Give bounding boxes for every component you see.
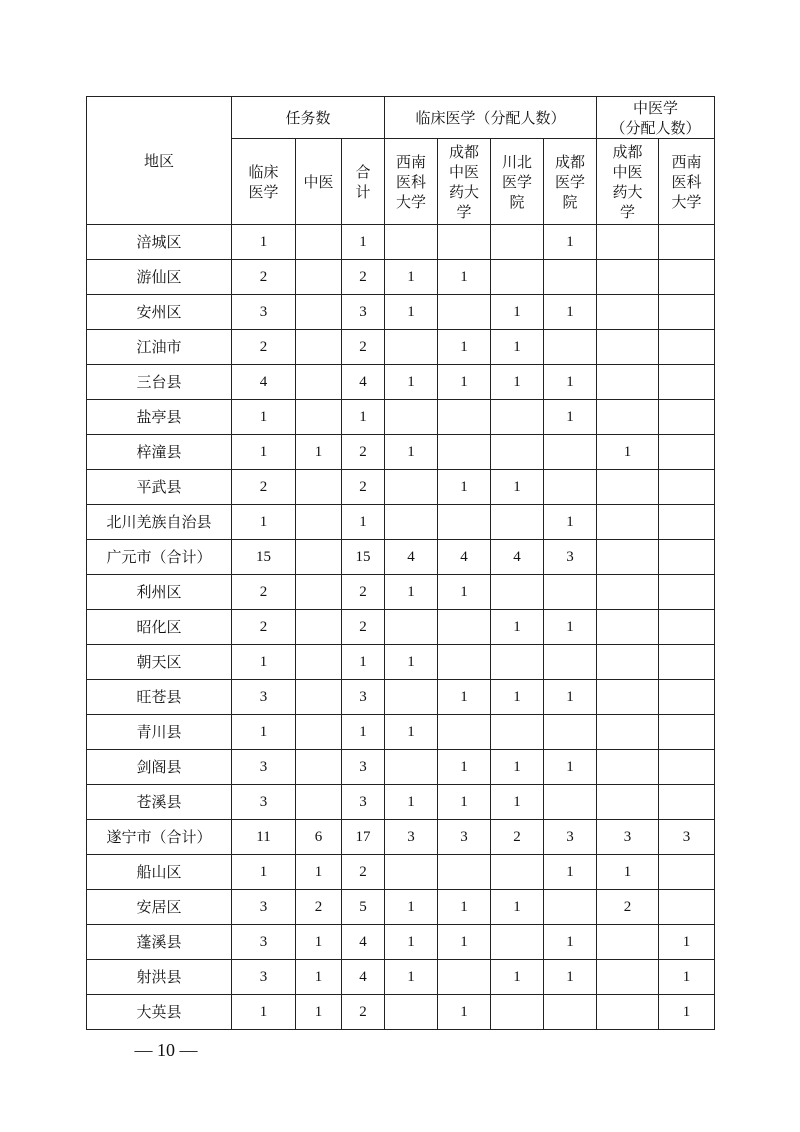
value-cell-c1: 15 xyxy=(232,540,296,575)
value-cell-c1: 3 xyxy=(232,295,296,330)
value-cell-c3: 1 xyxy=(342,505,385,540)
value-cell-c3: 4 xyxy=(342,960,385,995)
region-cell: 平武县 xyxy=(87,470,232,505)
value-cell-c7: 1 xyxy=(544,750,597,785)
value-cell-c2 xyxy=(296,750,342,785)
value-cell-c8 xyxy=(597,295,659,330)
value-cell-c1: 1 xyxy=(232,505,296,540)
header-clinical-group: 临床医学（分配人数） xyxy=(385,97,597,139)
value-cell-c7: 1 xyxy=(544,925,597,960)
table-row xyxy=(87,260,715,295)
value-cell-c3: 3 xyxy=(342,750,385,785)
region-cell: 旺苍县 xyxy=(87,680,232,715)
value-cell-c1: 1 xyxy=(232,645,296,680)
value-cell-c3: 2 xyxy=(342,995,385,1030)
value-cell-c9 xyxy=(659,645,715,680)
value-cell-c2 xyxy=(296,400,342,435)
value-cell-c4: 1 xyxy=(385,715,438,750)
table-row xyxy=(87,785,715,820)
value-cell-c5 xyxy=(438,435,491,470)
table-row xyxy=(87,925,715,960)
value-cell-c2: 6 xyxy=(296,820,342,855)
value-cell-c8 xyxy=(597,470,659,505)
value-cell-c7 xyxy=(544,435,597,470)
value-cell-c3: 3 xyxy=(342,785,385,820)
value-cell-c7 xyxy=(544,715,597,750)
value-cell-c2 xyxy=(296,575,342,610)
value-cell-c6 xyxy=(491,260,544,295)
value-cell-c8: 1 xyxy=(597,435,659,470)
value-cell-c6 xyxy=(491,925,544,960)
region-cell: 安居区 xyxy=(87,890,232,925)
value-cell-c3: 2 xyxy=(342,575,385,610)
value-cell-c1: 2 xyxy=(232,330,296,365)
value-cell-c9 xyxy=(659,680,715,715)
value-cell-c4 xyxy=(385,400,438,435)
value-cell-c8 xyxy=(597,925,659,960)
table-row xyxy=(87,400,715,435)
header-task-clinical: 临床 医学 xyxy=(232,139,296,225)
value-cell-c9 xyxy=(659,785,715,820)
value-cell-c8 xyxy=(597,365,659,400)
table-row xyxy=(87,365,715,400)
value-cell-c6: 1 xyxy=(491,960,544,995)
region-cell: 蓬溪县 xyxy=(87,925,232,960)
region-cell: 船山区 xyxy=(87,855,232,890)
header-tcm-group: 中医学 （分配人数） xyxy=(597,97,715,139)
value-cell-c2 xyxy=(296,295,342,330)
value-cell-c7: 1 xyxy=(544,400,597,435)
value-cell-c8 xyxy=(597,715,659,750)
region-cell: 梓潼县 xyxy=(87,435,232,470)
value-cell-c7 xyxy=(544,260,597,295)
value-cell-c8 xyxy=(597,750,659,785)
value-cell-c5 xyxy=(438,225,491,260)
value-cell-c3: 4 xyxy=(342,925,385,960)
value-cell-c7 xyxy=(544,785,597,820)
value-cell-c4 xyxy=(385,680,438,715)
value-cell-c9 xyxy=(659,470,715,505)
header-region: 地区 xyxy=(87,97,232,225)
value-cell-c2: 1 xyxy=(296,435,342,470)
value-cell-c2 xyxy=(296,610,342,645)
header-tcm-swmu: 西南 医科 大学 xyxy=(659,139,715,225)
table-row xyxy=(87,435,715,470)
value-cell-c4 xyxy=(385,750,438,785)
value-cell-c6: 1 xyxy=(491,750,544,785)
value-cell-c7: 1 xyxy=(544,505,597,540)
value-cell-c1: 3 xyxy=(232,785,296,820)
value-cell-c3: 1 xyxy=(342,400,385,435)
value-cell-c9 xyxy=(659,505,715,540)
value-cell-c8: 1 xyxy=(597,855,659,890)
value-cell-c1: 2 xyxy=(232,260,296,295)
header-task-total: 合 计 xyxy=(342,139,385,225)
allocation-table xyxy=(86,96,715,1030)
value-cell-c1: 11 xyxy=(232,820,296,855)
value-cell-c3: 2 xyxy=(342,610,385,645)
region-cell: 昭化区 xyxy=(87,610,232,645)
value-cell-c8 xyxy=(597,645,659,680)
value-cell-c6: 1 xyxy=(491,330,544,365)
value-cell-c5: 1 xyxy=(438,750,491,785)
region-cell: 利州区 xyxy=(87,575,232,610)
value-cell-c3: 2 xyxy=(342,470,385,505)
value-cell-c2 xyxy=(296,330,342,365)
value-cell-c7 xyxy=(544,995,597,1030)
value-cell-c3: 15 xyxy=(342,540,385,575)
value-cell-c1: 2 xyxy=(232,470,296,505)
value-cell-c4 xyxy=(385,855,438,890)
table-header xyxy=(87,97,715,225)
value-cell-c8: 2 xyxy=(597,890,659,925)
table-row xyxy=(87,610,715,645)
region-cell: 射洪县 xyxy=(87,960,232,995)
value-cell-c8 xyxy=(597,540,659,575)
value-cell-c5: 1 xyxy=(438,330,491,365)
value-cell-c4 xyxy=(385,330,438,365)
header-clin-swmu: 西南 医科 大学 xyxy=(385,139,438,225)
header-clin-cdmc: 成都 医学 院 xyxy=(544,139,597,225)
region-cell: 北川羌族自治县 xyxy=(87,505,232,540)
value-cell-c6 xyxy=(491,855,544,890)
page-number: — 10 — xyxy=(134,1040,198,1060)
value-cell-c4 xyxy=(385,470,438,505)
value-cell-c4: 1 xyxy=(385,295,438,330)
value-cell-c5: 3 xyxy=(438,820,491,855)
value-cell-c2: 1 xyxy=(296,960,342,995)
value-cell-c7: 1 xyxy=(544,680,597,715)
value-cell-c6: 1 xyxy=(491,890,544,925)
value-cell-c2 xyxy=(296,715,342,750)
value-cell-c4: 1 xyxy=(385,260,438,295)
value-cell-c8 xyxy=(597,505,659,540)
value-cell-c6: 1 xyxy=(491,470,544,505)
table-row xyxy=(87,470,715,505)
region-cell: 遂宁市（合计） xyxy=(87,820,232,855)
value-cell-c3: 4 xyxy=(342,365,385,400)
value-cell-c2 xyxy=(296,505,342,540)
table-row xyxy=(87,680,715,715)
value-cell-c1: 1 xyxy=(232,400,296,435)
region-cell: 朝天区 xyxy=(87,645,232,680)
table-row xyxy=(87,330,715,365)
value-cell-c1: 3 xyxy=(232,890,296,925)
value-cell-c3: 2 xyxy=(342,435,385,470)
value-cell-c5: 1 xyxy=(438,995,491,1030)
table-row xyxy=(87,855,715,890)
value-cell-c4 xyxy=(385,610,438,645)
value-cell-c4: 1 xyxy=(385,890,438,925)
value-cell-c5 xyxy=(438,645,491,680)
region-cell: 广元市（合计） xyxy=(87,540,232,575)
value-cell-c8 xyxy=(597,995,659,1030)
value-cell-c5 xyxy=(438,400,491,435)
value-cell-c4: 1 xyxy=(385,645,438,680)
value-cell-c6 xyxy=(491,715,544,750)
region-cell: 苍溪县 xyxy=(87,785,232,820)
value-cell-c4: 1 xyxy=(385,960,438,995)
value-cell-c7 xyxy=(544,575,597,610)
table-row xyxy=(87,820,715,855)
value-cell-c5 xyxy=(438,715,491,750)
value-cell-c9 xyxy=(659,890,715,925)
value-cell-c6: 1 xyxy=(491,610,544,645)
value-cell-c1: 1 xyxy=(232,995,296,1030)
value-cell-c9 xyxy=(659,715,715,750)
value-cell-c9: 1 xyxy=(659,995,715,1030)
value-cell-c3: 2 xyxy=(342,330,385,365)
value-cell-c7: 1 xyxy=(544,295,597,330)
value-cell-c3: 2 xyxy=(342,260,385,295)
value-cell-c8 xyxy=(597,680,659,715)
value-cell-c7 xyxy=(544,470,597,505)
value-cell-c6: 1 xyxy=(491,365,544,400)
table-row xyxy=(87,295,715,330)
value-cell-c7: 3 xyxy=(544,540,597,575)
table-row xyxy=(87,995,715,1030)
value-cell-c8: 3 xyxy=(597,820,659,855)
header-clin-nsmc: 川北 医学 院 xyxy=(491,139,544,225)
value-cell-c9 xyxy=(659,330,715,365)
value-cell-c2 xyxy=(296,365,342,400)
value-cell-c1: 3 xyxy=(232,960,296,995)
value-cell-c5 xyxy=(438,610,491,645)
value-cell-c6 xyxy=(491,575,544,610)
value-cell-c8 xyxy=(597,575,659,610)
value-cell-c9 xyxy=(659,365,715,400)
region-cell: 安州区 xyxy=(87,295,232,330)
value-cell-c9 xyxy=(659,435,715,470)
value-cell-c5: 4 xyxy=(438,540,491,575)
value-cell-c7: 1 xyxy=(544,610,597,645)
region-cell: 剑阁县 xyxy=(87,750,232,785)
value-cell-c3: 3 xyxy=(342,680,385,715)
value-cell-c4: 1 xyxy=(385,925,438,960)
value-cell-c6 xyxy=(491,995,544,1030)
value-cell-c9 xyxy=(659,225,715,260)
table-row xyxy=(87,575,715,610)
value-cell-c3: 5 xyxy=(342,890,385,925)
value-cell-c4 xyxy=(385,995,438,1030)
value-cell-c1: 1 xyxy=(232,435,296,470)
value-cell-c5: 1 xyxy=(438,925,491,960)
value-cell-c1: 1 xyxy=(232,715,296,750)
value-cell-c4 xyxy=(385,505,438,540)
value-cell-c7: 1 xyxy=(544,960,597,995)
table-body xyxy=(87,225,715,1030)
value-cell-c3: 1 xyxy=(342,225,385,260)
value-cell-c5: 1 xyxy=(438,890,491,925)
value-cell-c8 xyxy=(597,785,659,820)
value-cell-c4: 3 xyxy=(385,820,438,855)
value-cell-c5: 1 xyxy=(438,260,491,295)
value-cell-c5 xyxy=(438,855,491,890)
value-cell-c9: 1 xyxy=(659,925,715,960)
value-cell-c5: 1 xyxy=(438,575,491,610)
value-cell-c7: 3 xyxy=(544,820,597,855)
value-cell-c2 xyxy=(296,680,342,715)
table-row xyxy=(87,715,715,750)
value-cell-c7 xyxy=(544,890,597,925)
value-cell-c2 xyxy=(296,785,342,820)
value-cell-c3: 2 xyxy=(342,855,385,890)
value-cell-c1: 3 xyxy=(232,925,296,960)
value-cell-c2: 1 xyxy=(296,855,342,890)
value-cell-c4 xyxy=(385,225,438,260)
value-cell-c7: 1 xyxy=(544,225,597,260)
value-cell-c4: 1 xyxy=(385,435,438,470)
value-cell-c6 xyxy=(491,645,544,680)
value-cell-c5: 1 xyxy=(438,365,491,400)
value-cell-c4: 1 xyxy=(385,785,438,820)
value-cell-c1: 3 xyxy=(232,680,296,715)
value-cell-c6 xyxy=(491,435,544,470)
value-cell-c7: 1 xyxy=(544,365,597,400)
value-cell-c6: 1 xyxy=(491,680,544,715)
header-tcm-cdutcm: 成都 中医 药大 学 xyxy=(597,139,659,225)
value-cell-c1: 3 xyxy=(232,750,296,785)
value-cell-c1: 2 xyxy=(232,610,296,645)
value-cell-c3: 1 xyxy=(342,715,385,750)
value-cell-c5 xyxy=(438,505,491,540)
value-cell-c8 xyxy=(597,260,659,295)
value-cell-c8 xyxy=(597,610,659,645)
value-cell-c9 xyxy=(659,750,715,785)
value-cell-c8 xyxy=(597,330,659,365)
header-task-tcm: 中医 xyxy=(296,139,342,225)
value-cell-c9 xyxy=(659,610,715,645)
value-cell-c6: 4 xyxy=(491,540,544,575)
table-row xyxy=(87,225,715,260)
value-cell-c5: 1 xyxy=(438,785,491,820)
table-row xyxy=(87,505,715,540)
table-row xyxy=(87,960,715,995)
value-cell-c6: 2 xyxy=(491,820,544,855)
value-cell-c1: 4 xyxy=(232,365,296,400)
value-cell-c6: 1 xyxy=(491,785,544,820)
value-cell-c9 xyxy=(659,260,715,295)
value-cell-c4: 1 xyxy=(385,575,438,610)
value-cell-c6 xyxy=(491,505,544,540)
value-cell-c2: 1 xyxy=(296,995,342,1030)
value-cell-c6: 1 xyxy=(491,295,544,330)
region-cell: 青川县 xyxy=(87,715,232,750)
table-row xyxy=(87,750,715,785)
value-cell-c9 xyxy=(659,540,715,575)
value-cell-c5: 1 xyxy=(438,470,491,505)
value-cell-c3: 1 xyxy=(342,645,385,680)
value-cell-c6 xyxy=(491,225,544,260)
value-cell-c6 xyxy=(491,400,544,435)
value-cell-c5: 1 xyxy=(438,680,491,715)
region-cell: 三台县 xyxy=(87,365,232,400)
value-cell-c7: 1 xyxy=(544,855,597,890)
value-cell-c9 xyxy=(659,575,715,610)
value-cell-c9: 1 xyxy=(659,960,715,995)
value-cell-c2 xyxy=(296,225,342,260)
region-cell: 游仙区 xyxy=(87,260,232,295)
value-cell-c9: 3 xyxy=(659,820,715,855)
value-cell-c1: 1 xyxy=(232,225,296,260)
value-cell-c2 xyxy=(296,540,342,575)
value-cell-c3: 3 xyxy=(342,295,385,330)
value-cell-c7 xyxy=(544,330,597,365)
region-cell: 盐亭县 xyxy=(87,400,232,435)
value-cell-c2 xyxy=(296,470,342,505)
value-cell-c2 xyxy=(296,645,342,680)
value-cell-c1: 2 xyxy=(232,575,296,610)
value-cell-c4: 1 xyxy=(385,365,438,400)
header-clin-cdutcm: 成都 中医 药大 学 xyxy=(438,139,491,225)
table-row xyxy=(87,645,715,680)
value-cell-c2: 1 xyxy=(296,925,342,960)
table-row xyxy=(87,890,715,925)
value-cell-c3: 17 xyxy=(342,820,385,855)
value-cell-c5 xyxy=(438,295,491,330)
value-cell-c9 xyxy=(659,295,715,330)
value-cell-c9 xyxy=(659,855,715,890)
table-row xyxy=(87,540,715,575)
value-cell-c8 xyxy=(597,225,659,260)
header-task-group: 任务数 xyxy=(232,97,385,139)
value-cell-c9 xyxy=(659,400,715,435)
region-cell: 大英县 xyxy=(87,995,232,1030)
region-cell: 江油市 xyxy=(87,330,232,365)
value-cell-c2: 2 xyxy=(296,890,342,925)
value-cell-c8 xyxy=(597,960,659,995)
value-cell-c7 xyxy=(544,645,597,680)
value-cell-c8 xyxy=(597,400,659,435)
value-cell-c5 xyxy=(438,960,491,995)
value-cell-c1: 1 xyxy=(232,855,296,890)
value-cell-c4: 4 xyxy=(385,540,438,575)
region-cell: 涪城区 xyxy=(87,225,232,260)
value-cell-c2 xyxy=(296,260,342,295)
